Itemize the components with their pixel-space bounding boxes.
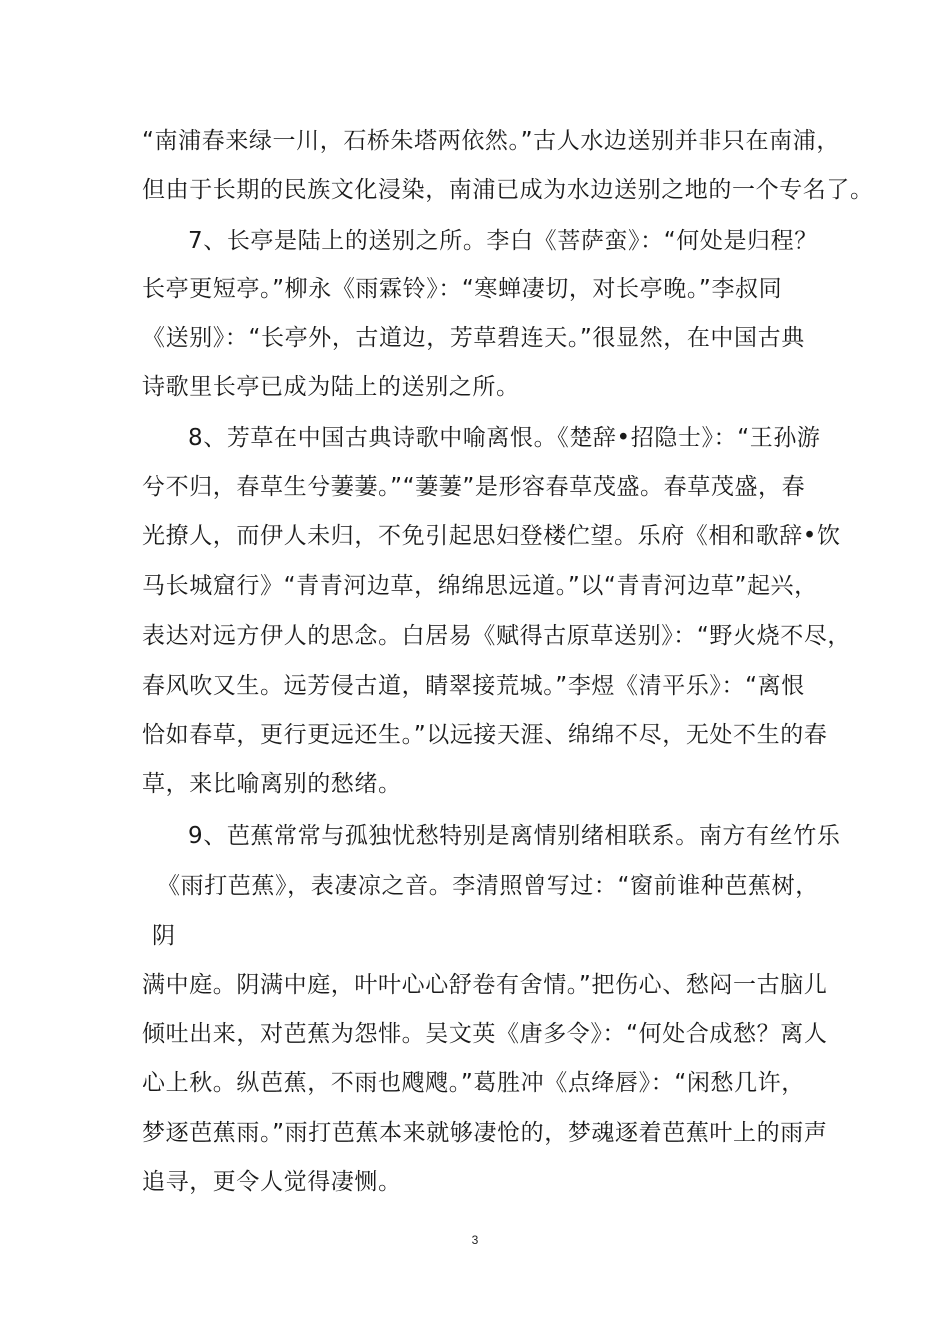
text-line-9: 光撩人，而伊人未归，不免引起思妇登楼伫望。乐府《相和歌辞•饮 [142, 523, 841, 549]
text-line-18: 满中庭。阴满中庭，叶叶心心舒卷有舍情。”把伤心、愁闷一古脑儿 [142, 972, 828, 998]
page-number: 3 [471, 1233, 479, 1247]
paragraph-7-first-line: 7、长亭是陆上的送别之所。李白《菩萨蛮》：“何处是归程？ [188, 228, 818, 254]
paragraph-8-first-line: 8、芳草在中国古典诗歌中喻离恨。《楚辞•招隐士》：“王孙游 [188, 425, 821, 451]
text-line-21: 梦逐芭蕉雨。”雨打芭蕉本来就够凄怆的，梦魂逐着芭蕉叶上的雨声 [142, 1120, 828, 1146]
text-line-16: 《雨打芭蕉》，表凄凉之音。李清照曾写过：“窗前谁种芭蕉树， [157, 873, 819, 899]
text-line-17: 阴 [152, 923, 176, 949]
text-line-5: 《送别》：“长亭外，古道边，芳草碧连天。”很显然，在中国古典 [142, 325, 805, 351]
text-line-12: 春风吹又生。远芳侵古道，睛翠接荒城。”李煜《清平乐》：“离恨 [142, 673, 805, 699]
text-line-11: 表达对远方伊人的思念。白居易《赋得古原草送别》：“野火烧不尽， [142, 623, 852, 649]
text-line-4: 长亭更短亭。”柳永《雨霖铃》：“寒蝉凄切，对长亭晚。”李叔同 [142, 276, 783, 302]
text-line-19: 倾吐出来，对芭蕉为怨悱。吴文英《唐多令》：“何处合成愁？离人 [142, 1021, 828, 1047]
text-line-14: 草，来比喻离别的愁绪。 [142, 771, 402, 797]
text-line-13: 恰如春草，更行更远还生。”以远接天涯、绵绵不尽，无处不生的春 [142, 722, 828, 748]
text-line-6: 诗歌里长亭已成为陆上的送别之所。 [142, 374, 520, 400]
text-line-2: 但由于长期的民族文化浸染，南浦已成为水边送别之地的一个专名了。 [142, 177, 874, 203]
text-line-22: 追寻，更令人觉得凄恻。 [142, 1169, 402, 1195]
text-line-8: 兮不归，春草生兮萋萋。”“萋萋”是形容春草茂盛。春草茂盛，春 [142, 474, 806, 500]
text-line-20: 心上秋。纵芭蕉，不雨也飕飕。”葛胜冲《点绛唇》：“闲愁几许， [142, 1070, 805, 1096]
text-line-1: “南浦春来绿一川，石桥朱塔两依然。”古人水边送别并非只在南浦， [142, 128, 840, 154]
text-line-10: 马长城窟行》“青青河边草，绵绵思远道。”以“青青河边草”起兴， [142, 573, 818, 599]
paragraph-9-first-line: 9、芭蕉常常与孤独忧愁特别是离情别绪相联系。南方有丝竹乐 [188, 823, 841, 849]
